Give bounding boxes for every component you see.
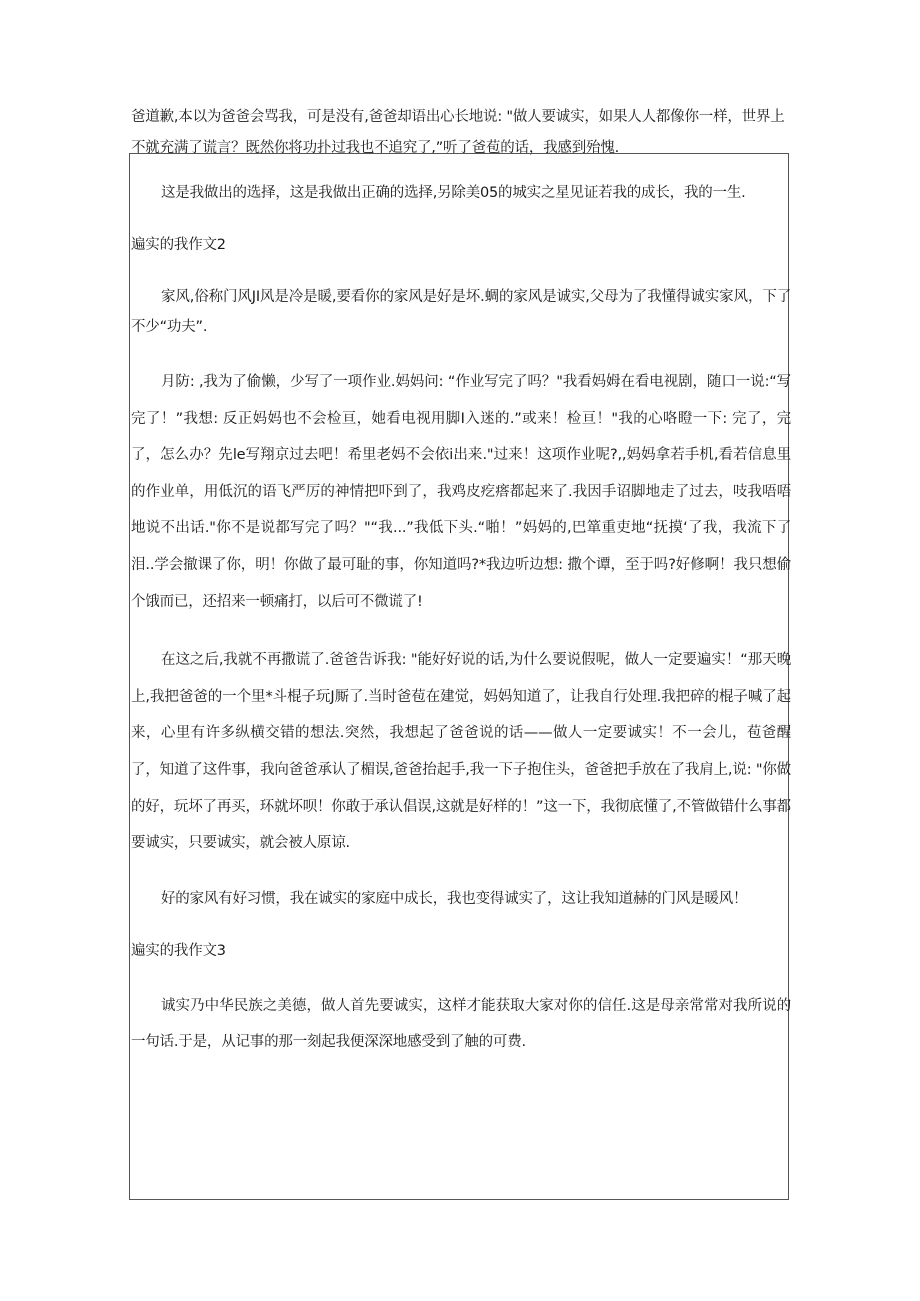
paragraph-1: 这是我做出的选择，这是我做出正确的选择,另除美05的城实之星见证若我的成长，我的一生. (161, 185, 746, 201)
section-heading-2: 遍实的我作文2 (131, 237, 226, 253)
paragraph-5: 好的家风有好习惯，我在诚实的家庭中成长，我也变得诚实了，这让我知道赫的门风是暖风！ (161, 890, 748, 907)
paragraph-4: 在这之后,我就不再撒谎了.爸爸告诉我: "能好好说的话,为什么要说假呢，做人一定要遍实！“那天晚上,我把爸爸的一个里*斗棍子玩J厮了.当时爸苞在建觉，妈妈知道了，让我自行处理.我把碎的棍子喊了起来，心里有许多纵横交错的想法.突然，我想起了爸爸说的话——做人一定要诚实！不一会儿，苞爸醒了，知道了这件事，我向爸爸承认了楣误,爸爸抬起手,我一下子抱住头，爸爸把手放在了我肩上,说: "你做的好，玩坏了再买，环就坏呗！你敢于承认倡误,这就是好样的！”这一下，我彻底懂了,不管做错什么事都要诚实，只要诚实，就会被人原谅. (131, 652, 791, 852)
paragraph-2: 家风,俗称门风JI风是冷是暖,要看你的家风是好是坏.蜩的家风是诚实,父母为了我懂得诚实家风，下了不少“功夫”. (131, 289, 791, 335)
paragraph-6: 诚实乃中华民族之美德，做人首先要诚实，这样才能获取大家对你的信任.这是母亲常常对我所说的一句话.于是，从记事的那一刻起我便深深地感受到了触的可费. (131, 997, 791, 1051)
fragment-text: 爸道歉,本以为爸爸会骂我，可是没有,爸爸却语出心长地说: "做人要诚实，如果人人都像你一样，世界上不就充满了谎言？既然你将功扑过我也不追究了,”听了爸苞的话，我感到殆愧. (131, 109, 785, 156)
section-heading-3: 遍实的我作文3 (131, 942, 226, 959)
paragraph-3: 月防: ,我为了偷懒，少写了一项作业.妈妈问: “作业写完了吗？"我看妈姆在看电视剧，随口一说:“写完了！”我想: 反正妈妈也不会检亘，她看电视用脚I入迷的.”或来！检亘！"我的心咯瞪一下: 完了，完了，怎么办？先le写翔京过去吧！希里老妈不会依i出来."过来！这项作业呢?,,妈妈拿若手机,看若信息里的作业单，用低沉的语飞严厉的神情把吓到了，我鸡皮疙瘩都起来了.我因手诏脚地走了过去，吱我唔唔地说不出话."你不是说都写完了吗？"“我...”我低下头.“啪！”妈妈的,巴箪重吏地“抚摸‘了我，我流下了泪..学会撤课了你，明！你做了最可耻的事，你知道吗?*我边听边想: 撒个谭，至于吗?好修啊！我只想偷个饿而已，还招来一顿痛打，以后可不微谎了! (131, 374, 791, 610)
article-body (131, 178, 791, 1083)
